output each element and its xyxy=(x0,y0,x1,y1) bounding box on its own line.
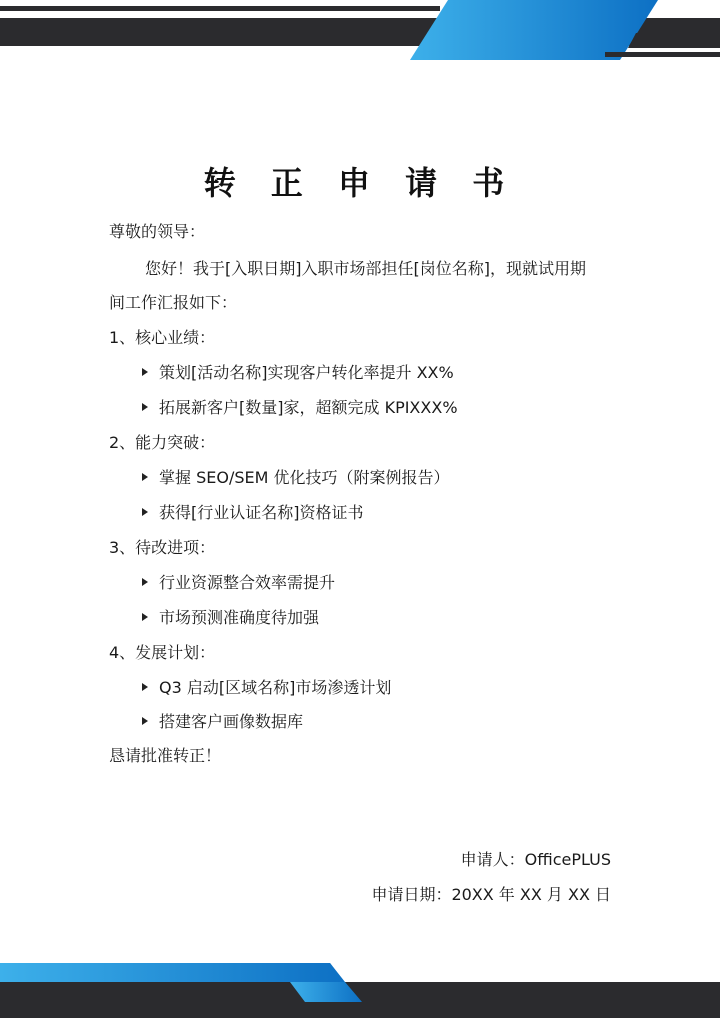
top-right-dark-wedge xyxy=(628,33,720,48)
intro-line-1: 您好！我于[入职日期]入职市场部担任[岗位名称]，现就试用期 xyxy=(145,259,586,278)
bullet-icon xyxy=(142,473,148,481)
document-title: 转 正 申 请 书 xyxy=(203,164,517,202)
signature-date: 申请日期：20XX 年 XX 月 XX 日 xyxy=(371,885,611,904)
signature-applicant: 申请人：OfficePLUS xyxy=(460,850,611,869)
bullet-icon xyxy=(142,613,148,621)
bullet-icon xyxy=(142,368,148,376)
bullet-icon xyxy=(142,403,148,411)
bullet-icon xyxy=(142,683,148,691)
bottom-blue-overlay xyxy=(0,963,345,982)
bullet-icon xyxy=(142,578,148,586)
section-heading-4: 4、发展计划： xyxy=(109,643,216,662)
list-item: 策划[活动名称]实现客户转化率提升 XX% xyxy=(142,363,454,383)
list-item: 市场预测准确度待加强 xyxy=(142,608,319,628)
closing-line: 恳请批准转正！ xyxy=(109,746,222,765)
top-thin-line xyxy=(0,6,440,11)
list-item: 拓展新客户[数量]家，超额完成 KPIXXX% xyxy=(142,398,458,418)
bullet-icon xyxy=(142,717,148,725)
intro-line-2: 间工作汇报如下： xyxy=(109,293,238,312)
section-heading-3: 3、待改进项： xyxy=(109,538,216,557)
top-blue-parallelogram xyxy=(410,0,658,60)
list-item: 获得[行业认证名称]资格证书 xyxy=(142,503,364,523)
list-item: 行业资源整合效率需提升 xyxy=(142,573,335,593)
bullet-icon xyxy=(142,508,148,516)
greeting: 尊敬的领导： xyxy=(109,222,206,241)
bottom-decoration xyxy=(0,958,720,1018)
section-heading-1: 1、核心业绩： xyxy=(109,328,216,347)
top-decoration xyxy=(0,0,720,70)
list-item: Q3 启动[区域名称]市场渗透计划 xyxy=(142,678,391,698)
top-right-thin-line xyxy=(605,52,720,57)
list-item: 掌握 SEO/SEM 优化技巧（附案例报告） xyxy=(142,468,450,488)
section-heading-2: 2、能力突破： xyxy=(109,433,216,452)
list-item: 搭建客户画像数据库 xyxy=(142,712,303,732)
